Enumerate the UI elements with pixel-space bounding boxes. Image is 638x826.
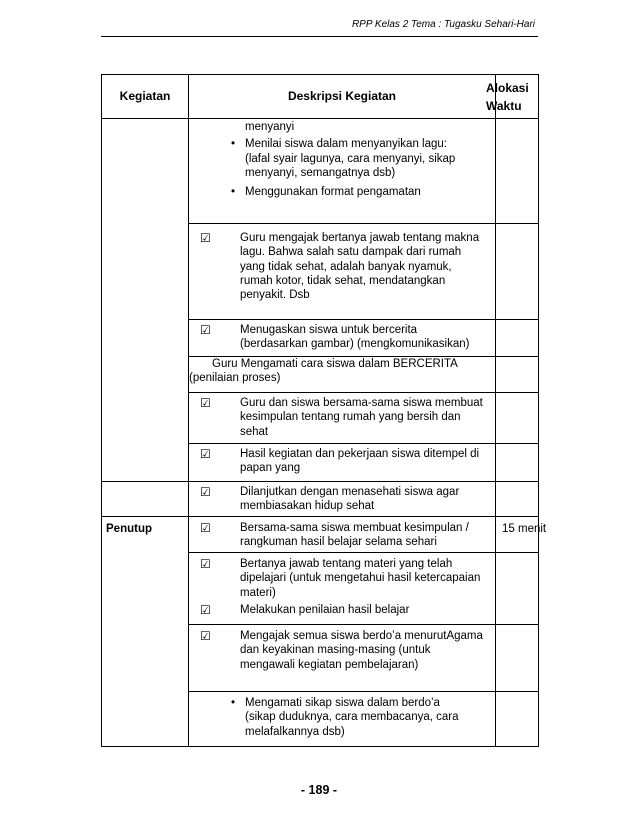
line: dipelajari (untuk mengetahui hasil ketercapaian [240, 572, 481, 585]
time-cell-empty [496, 444, 539, 482]
page-number: - 189 - [300, 783, 338, 797]
list-item [189, 447, 495, 476]
description-cell [189, 119, 496, 224]
time-cell-empty [496, 625, 539, 692]
kegiatan-cell-empty [102, 482, 189, 517]
line: melafalkannya dsb) [245, 725, 345, 738]
line: membiasakan hidup sehat [240, 500, 375, 513]
line: (sikap duduknya, cara membacanya, cara [245, 711, 459, 724]
line: Mengajak semua siswa berdo’a menurutAgama [240, 630, 483, 642]
line: Menggunakan format pengamatan [245, 186, 421, 199]
checked-box-icon: ☑ [200, 557, 211, 571]
bullet-icon: • [231, 186, 236, 199]
line: Melakukan penilaian hasil belajar [240, 603, 410, 616]
line: materi) [240, 586, 276, 599]
alokasi-label: Alokasi [486, 81, 529, 95]
description-cell [189, 692, 496, 747]
line: (lafal syair lagunya, cara menyanyi, sikap [245, 152, 456, 165]
list-item [189, 137, 495, 180]
line: sehat [240, 425, 269, 438]
table-header-row [102, 75, 539, 119]
description-cell [189, 517, 496, 553]
line: Guru mengajak bertanya jawab tentang makna [240, 232, 480, 244]
line: Menilai siswa dalam menyanyikan lagu: [245, 138, 447, 151]
kegiatan-penutup: Penutup [102, 517, 189, 747]
list-item [189, 396, 495, 439]
checked-box-icon: ☑ [200, 396, 211, 410]
checked-box-icon: ☑ [200, 629, 211, 643]
list-item [189, 323, 495, 352]
checked-box-icon: ☑ [200, 521, 211, 535]
table-row [102, 119, 539, 224]
checked-box-icon: ☑ [200, 485, 211, 499]
checked-box-icon: ☑ [200, 231, 211, 245]
description-cell [189, 625, 496, 692]
list-item [189, 557, 495, 600]
time-cell-empty [496, 482, 539, 517]
list-item [189, 231, 495, 302]
col-header-kegiatan: Kegiatan [102, 75, 189, 119]
line: Hasil kegiatan dan pekerjaan siswa ditempel di [240, 448, 480, 460]
time-cell-empty [496, 224, 539, 320]
line: (berdasarkan gambar) (mengkomunikasikan) [240, 338, 470, 351]
bullet-icon: • [231, 697, 236, 709]
description-cell [189, 553, 496, 625]
checked-box-icon: ☑ [200, 602, 211, 617]
line: dan keyakinan masing-masing (untuk [240, 644, 431, 657]
waktu-label: Waktu [486, 99, 522, 113]
description-cell [189, 482, 496, 517]
running-header: RPP Kelas 2 Tema : Tugasku Sehari-Hari [351, 19, 535, 30]
line: rangkuman hasil belajar selama sehari [240, 536, 437, 549]
list-item [189, 603, 495, 617]
line: rumah kotor, tidak sehat, mendatangkan [240, 274, 446, 287]
line: penyakit. Dsb [240, 289, 310, 302]
checked-box-icon: ☑ [200, 447, 211, 461]
list-item [189, 696, 495, 739]
checked-box-icon: ☑ [200, 323, 211, 337]
description-cell [189, 357, 496, 393]
time-cell-empty [496, 119, 539, 224]
line: (penilaian proses) [189, 372, 281, 385]
bullet-icon: • [231, 138, 236, 151]
continued-text: menyanyi [245, 121, 295, 133]
description-cell [189, 320, 496, 357]
time-cell-empty [496, 553, 539, 625]
description-cell [189, 393, 496, 444]
line: mengawali kegiatan pembelajaran) [240, 658, 419, 671]
line: Mengamati sikap siswa dalam berdo’a [245, 697, 440, 709]
time-allocation: 15 menit [496, 517, 539, 553]
line: papan yang [240, 462, 301, 475]
time-cell-empty [496, 357, 539, 393]
time-cell-empty [496, 393, 539, 444]
line: Menugaskan siswa untuk bercerita [240, 324, 418, 336]
table-row [102, 482, 539, 517]
line: Bertanya jawab tentang materi yang telah [240, 558, 453, 570]
description-cell [189, 444, 496, 482]
line: Guru dan siswa bersama-sama siswa membuat [240, 397, 483, 409]
line: Bersama-sama siswa membuat kesimpulan / [240, 522, 469, 534]
line: kesimpulan tentang rumah yang bersih dan [240, 411, 461, 424]
line: menyanyi, semangatnya dsb) [245, 166, 396, 179]
list-item [189, 521, 495, 550]
list-item [189, 629, 495, 672]
line: Guru Mengamati cara siswa dalam BERCERITA [212, 358, 458, 370]
time-cell-empty [496, 692, 539, 747]
header-rule [101, 36, 538, 37]
list-item [189, 485, 495, 514]
list-item [189, 185, 495, 199]
line: Dilanjutkan dengan menasehati siswa agar [240, 486, 460, 498]
description-cell [189, 224, 496, 320]
table-row [102, 517, 539, 553]
lesson-activity-table [101, 74, 547, 747]
line: yang tidak sehat, adalah banyak nyamuk, [240, 260, 452, 273]
line: lagu. Bahwa salah satu dampak dari rumah [240, 246, 462, 259]
col-header-deskripsi: Deskripsi Kegiatan [189, 75, 496, 119]
time-cell-empty [496, 320, 539, 357]
kegiatan-cell-empty [102, 119, 189, 482]
col-header-alokasi [486, 75, 539, 119]
